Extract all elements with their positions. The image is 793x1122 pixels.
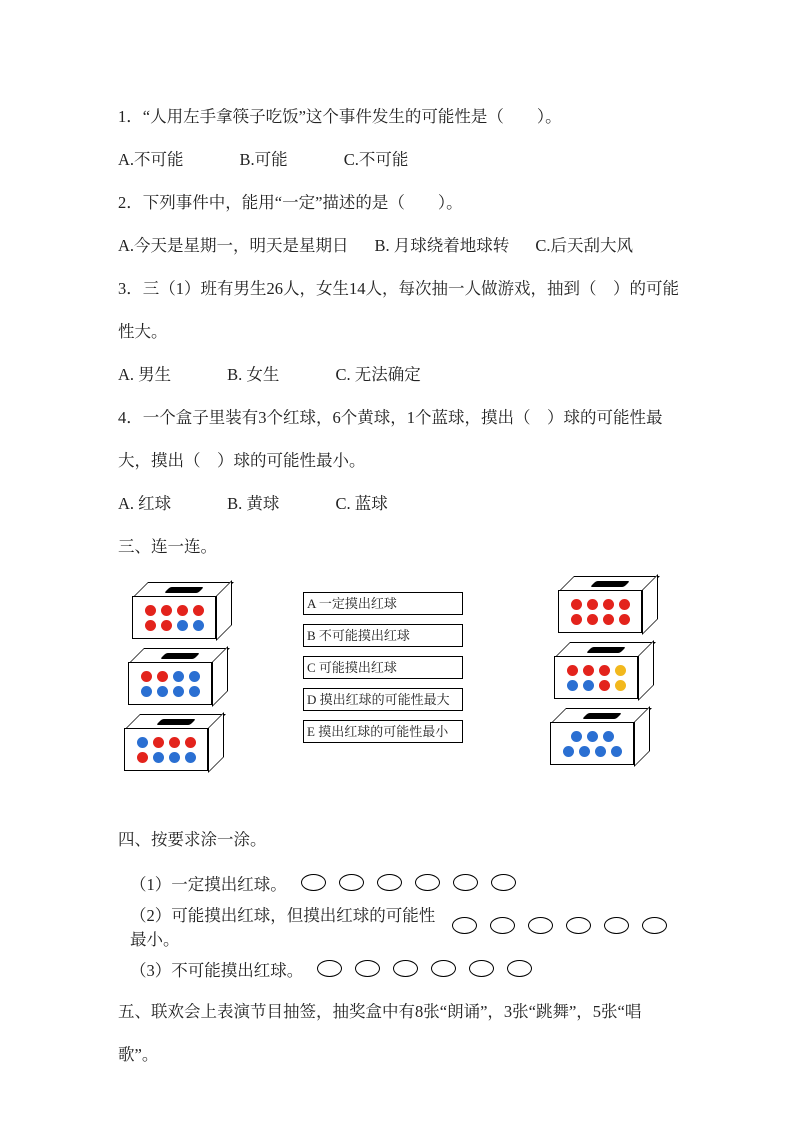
blue-ball [563, 746, 574, 757]
red-ball [567, 665, 578, 676]
red-ball [587, 599, 598, 610]
blue-ball [169, 752, 180, 763]
empty-circles-row [301, 874, 529, 891]
red-ball [185, 737, 196, 748]
blue-ball [579, 746, 590, 757]
blue-ball [173, 671, 184, 682]
ball-box [124, 714, 224, 772]
empty-ball-circle [317, 960, 342, 977]
blue-ball [611, 746, 622, 757]
box-slot [591, 581, 631, 587]
blue-ball [153, 752, 164, 763]
empty-ball-circle [507, 960, 532, 977]
option-a: A.今天是星期一，明天是星期日 [118, 236, 349, 255]
yellow-ball [615, 680, 626, 691]
task-label: （3）不可能摸出红球。 [130, 960, 304, 980]
question-1-options [118, 138, 680, 181]
color-task-2 [118, 904, 680, 947]
ball-box [550, 708, 650, 766]
blue-ball [571, 731, 582, 742]
red-ball [161, 620, 172, 631]
blue-ball [185, 752, 196, 763]
box-slot [157, 719, 197, 725]
question-4-options [118, 482, 680, 525]
blue-ball [193, 620, 204, 631]
task-label: （2）可能摸出红球，但摸出红球的可能性最小。 [130, 905, 436, 949]
box-slot [583, 713, 623, 719]
match-statement: B 不可能摸出红球 [303, 624, 463, 647]
ball-box [558, 576, 658, 634]
red-ball [177, 605, 188, 616]
ball-box [554, 642, 654, 700]
section-4-title: 四、按要求涂一涂。 [118, 830, 267, 849]
box-slot [587, 647, 627, 653]
question-2-options [118, 224, 680, 267]
empty-ball-circle [415, 874, 440, 891]
yellow-ball [615, 665, 626, 676]
red-ball [603, 599, 614, 610]
box-front-face [132, 596, 216, 639]
option-b: B. 黄球 [227, 494, 280, 513]
empty-ball-circle [491, 874, 516, 891]
worksheet-content [118, 95, 680, 1076]
question-3-options [118, 353, 680, 396]
option-a: A. 红球 [118, 494, 172, 513]
red-ball [161, 605, 172, 616]
blue-ball [583, 680, 594, 691]
ball-row [551, 746, 633, 757]
color-task-3 [118, 947, 680, 990]
color-task-1 [118, 861, 680, 904]
red-ball [619, 614, 630, 625]
red-ball [169, 737, 180, 748]
empty-ball-circle [453, 874, 478, 891]
red-ball [153, 737, 164, 748]
option-b: B.可能 [239, 150, 288, 169]
ball-row [133, 620, 215, 631]
blue-ball [189, 686, 200, 697]
red-ball [145, 620, 156, 631]
red-ball [599, 665, 610, 676]
blue-ball [141, 686, 152, 697]
red-ball [145, 605, 156, 616]
ball-row [555, 665, 637, 676]
ball-row [133, 605, 215, 616]
red-ball [587, 614, 598, 625]
option-c: C.不可能 [343, 150, 409, 169]
red-ball [141, 671, 152, 682]
blue-ball [587, 731, 598, 742]
red-ball [571, 599, 582, 610]
task-label: （1）一定摸出红球。 [130, 874, 287, 894]
section-5-text: 五、联欢会上表演节目抽签，抽奖盒中有8张“朗诵”，3张“跳舞”，5张“唱歌”。 [118, 1002, 642, 1064]
red-ball [571, 614, 582, 625]
blue-ball [595, 746, 606, 757]
blue-ball [177, 620, 188, 631]
empty-circles-row [317, 960, 545, 977]
option-c: C. 无法确定 [335, 365, 421, 384]
red-ball [193, 605, 204, 616]
option-b: B. 月球绕着地球转 [374, 236, 510, 255]
red-ball [137, 752, 148, 763]
red-ball [583, 665, 594, 676]
ball-row [129, 686, 211, 697]
ball-row [125, 737, 207, 748]
question-3-text: 3．三（1）班有男生26人，女生14人，每次抽一人做游戏，抽到（ ）的可能性大。 [118, 279, 679, 341]
empty-ball-circle [301, 874, 326, 891]
empty-ball-circle [604, 917, 629, 934]
option-c: C. 蓝球 [335, 494, 388, 513]
ball-row [559, 614, 641, 625]
empty-ball-circle [469, 960, 494, 977]
box-front-face [554, 656, 638, 699]
ball-row [559, 599, 641, 610]
empty-ball-circle [642, 917, 667, 934]
blue-ball [603, 731, 614, 742]
red-ball [599, 680, 610, 691]
blue-ball [173, 686, 184, 697]
option-b: B. 女生 [227, 365, 280, 384]
empty-circles-row [452, 917, 680, 934]
box-front-face [550, 722, 634, 765]
ball-row [129, 671, 211, 682]
ball-row [125, 752, 207, 763]
box-front-face [124, 728, 208, 771]
question-2-text: 2．下列事件中，能用“一定”描述的是（ ）。 [118, 193, 463, 212]
question-4-text: 4．一个盒子里装有3个红球，6个黄球，1个蓝球，摸出（ ）球的可能性最大，摸出（ ）球的可能性最小。 [118, 408, 663, 470]
box-front-face [558, 590, 642, 633]
match-statement: C 可能摸出红球 [303, 656, 463, 679]
blue-ball [567, 680, 578, 691]
ball-row [551, 731, 633, 742]
red-ball [619, 599, 630, 610]
box-slot [165, 587, 205, 593]
empty-ball-circle [355, 960, 380, 977]
question-1-text: 1．“人用左手拿筷子吃饭”这个事件发生的可能性是（ ）。 [118, 107, 562, 126]
box-front-face [128, 662, 212, 705]
empty-ball-circle [452, 917, 477, 934]
empty-ball-circle [393, 960, 418, 977]
ball-box [128, 648, 228, 706]
red-ball [603, 614, 614, 625]
empty-ball-circle [339, 874, 364, 891]
match-statements [303, 592, 463, 752]
left-ball-boxes [124, 582, 232, 780]
blue-ball [137, 737, 148, 748]
empty-ball-circle [377, 874, 402, 891]
option-a: A. 男生 [118, 365, 172, 384]
option-c: C.后天刮大风 [535, 236, 633, 255]
match-statement: A 一定摸出红球 [303, 592, 463, 615]
blue-ball [189, 671, 200, 682]
right-ball-boxes [550, 576, 658, 774]
blue-ball [157, 686, 168, 697]
section-3-title: 三、连一连。 [118, 537, 217, 556]
option-a: A.不可能 [118, 150, 184, 169]
red-ball [157, 671, 168, 682]
match-statement: E 摸出红球的可能性最小 [303, 720, 463, 743]
ball-box [132, 582, 232, 640]
ball-row [555, 680, 637, 691]
empty-ball-circle [431, 960, 456, 977]
empty-ball-circle [490, 917, 515, 934]
empty-ball-circle [528, 917, 553, 934]
empty-ball-circle [566, 917, 591, 934]
box-slot [161, 653, 201, 659]
matching-exercise [118, 568, 680, 818]
match-statement: D 摸出红球的可能性最大 [303, 688, 463, 711]
